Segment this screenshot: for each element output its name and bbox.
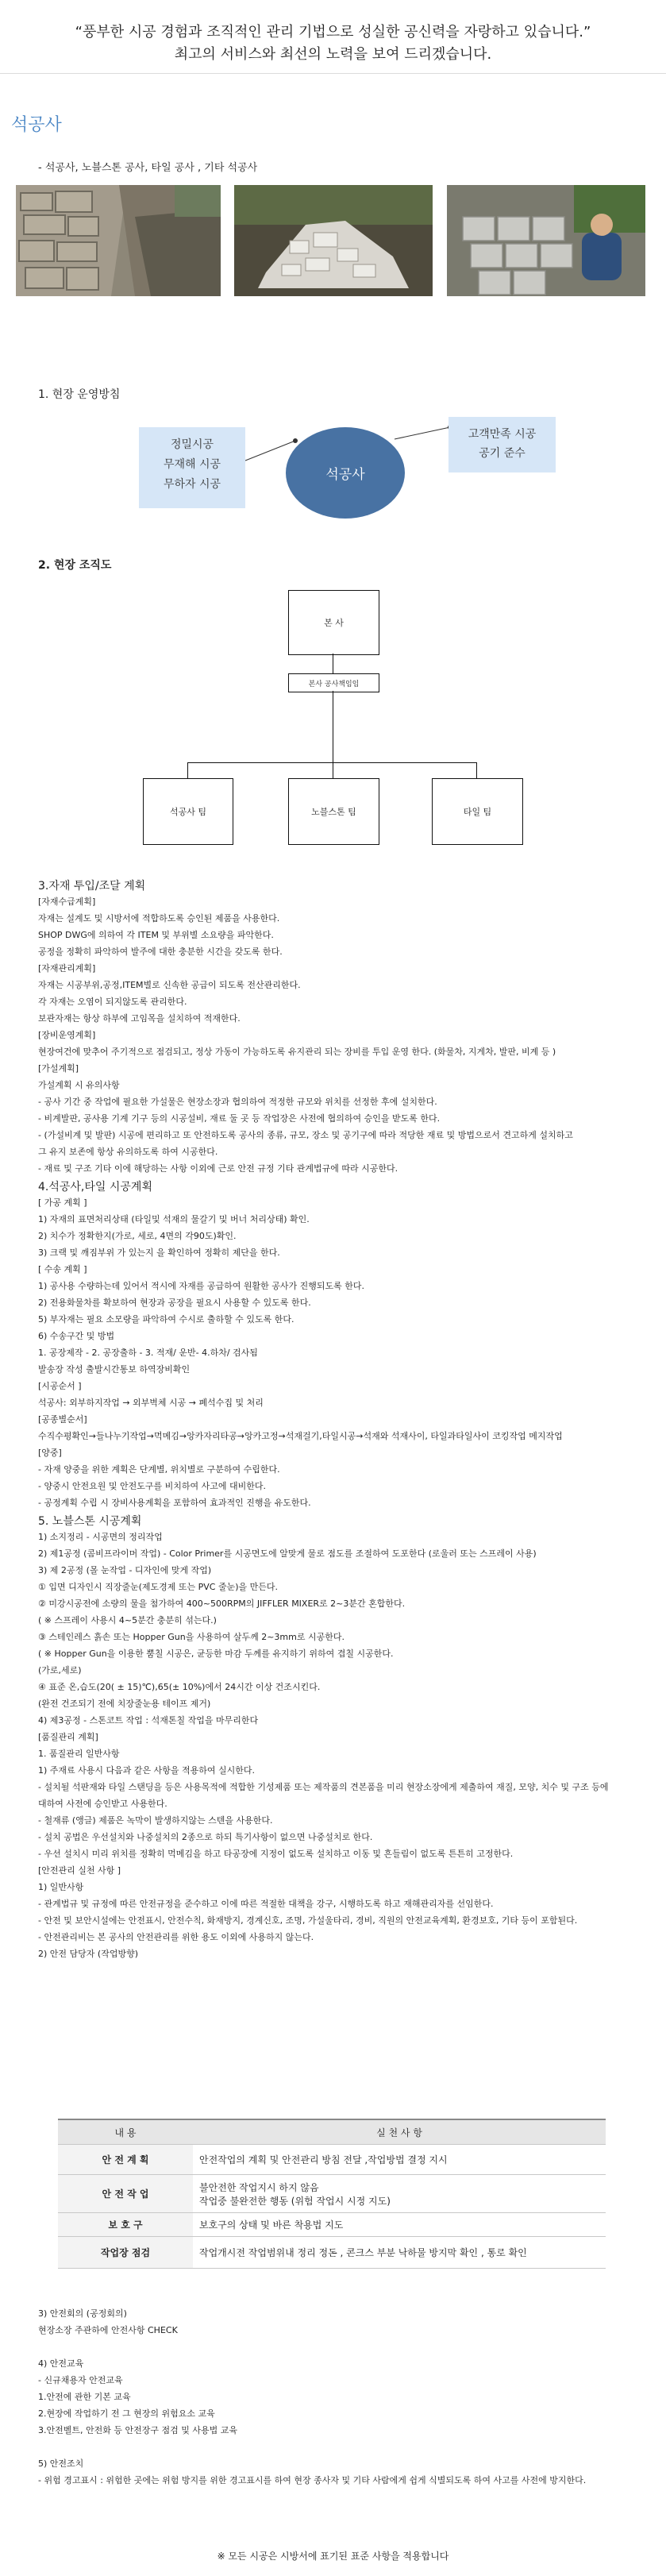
body-line: (가로,세로) xyxy=(38,1665,82,1676)
table-header-row xyxy=(58,2119,606,2145)
policy-right-item: 고객만족 시공 xyxy=(468,428,537,441)
policy-center-label: 석공사 xyxy=(325,467,365,483)
photo-stone-pile xyxy=(234,185,433,296)
body-line: 보관자재는 항상 하부에 고임목을 설치하여 적재한다. xyxy=(38,1013,241,1024)
table-value: 보호구의 상태 및 바른 착용법 지도 xyxy=(193,2213,606,2237)
table-header: 내 용 xyxy=(58,2119,193,2145)
body-line: 3) 크랙 및 깨짐부위 가 있는지 을 확인하여 정확히 제단을 한다. xyxy=(38,1248,280,1258)
closing-line: 1.안전에 관한 기본 교육 xyxy=(38,2392,131,2402)
safety-table xyxy=(58,2119,606,2269)
body-line: - 안전관리비는 본 공사의 안전관리를 위한 용도 이외에 사용하지 않는다. xyxy=(38,1932,314,1942)
body-line: [ 수송 계획 ] xyxy=(38,1264,87,1275)
body-line: [양중] xyxy=(38,1448,62,1458)
body-line: - 자재 양중을 위한 계획은 단계별, 위치별로 구분하여 수립한다. xyxy=(38,1464,280,1475)
policy-right-box xyxy=(448,417,556,472)
org-team-box xyxy=(143,778,233,845)
body-line: 공정을 정확히 파악하여 발주에 대한 충분한 시간을 갖도록 한다. xyxy=(38,947,283,957)
table-value-line: 불안전한 작업지시 하지 않음 xyxy=(199,2181,319,2193)
org-line xyxy=(476,762,477,778)
table-row xyxy=(58,2145,606,2175)
scope-line: - 석공사, 노블스톤 공사, 타일 공사 , 기타 석공사 xyxy=(38,162,258,174)
body-line: 2) 전용화물차를 확보하여 현장과 공장을 필요시 사용할 수 있도록 한다. xyxy=(38,1298,311,1308)
closing-line: 3.안전벨트, 안전화 등 안전장구 점검 및 사용법 교육 xyxy=(38,2425,237,2435)
body-line: - 공사 기간 중 작업에 필요한 가설물은 현장소장과 협의하여 적정한 규모와 위치를 선정한 후에 설치한다. xyxy=(38,1097,437,1107)
table-header: 실 천 사 항 xyxy=(193,2119,606,2145)
divider xyxy=(0,73,666,74)
body-line: [장비운영계획] xyxy=(38,1030,96,1040)
body-line: ① 입면 디자인시 직장줄눈(제도경제 또는 PVC 줄눈)을 만든다. xyxy=(38,1582,279,1592)
org-hq-box xyxy=(288,590,379,655)
closing-line: 현장소장 주관하에 안전사항 CHECK xyxy=(38,2325,178,2335)
closing-line: - 신규채용자 안전교육 xyxy=(38,2375,123,2385)
body-line: - 관계법규 및 규정에 따른 안전규정을 준수하고 이에 따른 적절한 대책을 강구, 시행하도록 하고 재해관리자를 선임한다. xyxy=(38,1899,494,1909)
org-team-label: 타일 팀 xyxy=(463,807,492,817)
section-heading: 5. 노블스톤 시공계획 xyxy=(38,1515,142,1528)
policy-left-item: 무재해 시공 xyxy=(163,458,221,471)
body-line: - 재료 및 구조 기타 이에 해당하는 사항 이외에 근로 안전 규정 기타 관계법규에 따라 시공한다. xyxy=(38,1163,398,1174)
closing-line: 2.현장에 작업하기 전 그 현장의 위험요소 교육 xyxy=(38,2408,215,2419)
body-line: SHOP DWG에 의하여 각 ITEM 및 부위별 소요량을 파악한다. xyxy=(38,930,274,940)
body-line: 1) 공사용 수량하는데 있어서 적시에 자재를 공급하여 원활한 공사가 진행되도록 한다. xyxy=(38,1281,365,1291)
table-row xyxy=(58,2213,606,2237)
body-line: 수직수평확인→들나누기작업→먹메김→앙카자리타공→앙카고정→석재걸기,타일시공→석재와 석재사이, 타일과타일사이 코킹작업 메지작업 xyxy=(38,1431,563,1441)
table-value: 작업개시전 작업범위내 정리 정돈 , 콘크스 부분 낙하물 방지막 확인 , 통로 확인 xyxy=(193,2237,606,2269)
body-line: 2) 제1공정 (콤비프라이머 작업) - Color Primer를 시공면도에 알맞게 물로 점도를 조절하여 도포한다 (로울러 또는 스프레이 사용) xyxy=(38,1548,537,1559)
table-row xyxy=(58,2237,606,2269)
policy-left-item: 정밀시공 xyxy=(170,438,214,451)
body-line: - 비계발판, 공사용 기계 기구 등의 시공설비, 재료 둘 곳 등 작업장은 사전에 협의하여 승인을 받도록 한다. xyxy=(38,1113,441,1124)
body-line: 대하여 사전에 승인받고 사용한다. xyxy=(38,1799,167,1809)
body-line: 1) 소지정리 - 시공면의 정리작업 xyxy=(38,1532,163,1542)
policy-heading: 1. 현장 운영방침 xyxy=(38,388,121,401)
org-team-box xyxy=(288,778,379,845)
policy-center-circle xyxy=(286,427,405,519)
table-value xyxy=(193,2175,606,2213)
table-row xyxy=(58,2175,606,2213)
body-line: 5) 부자재는 필요 소모량을 파악하여 수시로 출하할 수 있도록 한다. xyxy=(38,1314,295,1325)
body-line: 1. 공장제작 - 2. 공장출하 - 3. 적재/ 운반- 4.하차/ 검사됨 xyxy=(38,1348,258,1358)
body-line: ( ※ Hopper Gun을 이용한 뿜칠 시공은, 균등한 마감 두께를 유지하기 위하여 겹칠 시공한다. xyxy=(38,1649,394,1659)
org-team-label: 노블스톤 팀 xyxy=(311,807,356,817)
photo-stone-wall xyxy=(16,185,221,296)
org-manager-box xyxy=(288,673,379,692)
body-line: 1. 품질관리 일반사항 xyxy=(38,1749,120,1759)
body-line: 발송장 작성 출발시간통보 하역장비확인 xyxy=(38,1364,191,1375)
body-line: - 양중시 안전요원 및 안전도구를 비치하여 사고에 대비한다. xyxy=(38,1481,266,1491)
body-line: - 공정계획 수립 시 장비사용계획을 포함하여 효과적인 진행을 유도한다. xyxy=(38,1498,311,1508)
body-line: - 설치 공법은 우선설치와 나중설치의 2종으로 하되 특기사항이 없으면 나중설치로 한다. xyxy=(38,1832,373,1842)
org-team-label: 석공사 팀 xyxy=(169,807,206,817)
body-line: 2) 치수가 정확한지(가로, 세로, 4면의 각90도)확인. xyxy=(38,1231,237,1241)
header-quote-line2: 최고의 서비스와 최선의 노력을 보여 드리겠습니다. xyxy=(174,46,492,63)
table-key: 안 전 계 획 xyxy=(58,2145,193,2175)
body-line: 가설계획 시 유의사항 xyxy=(38,1080,120,1090)
section-heading: 4.석공사,타일 시공계획 xyxy=(38,1181,152,1194)
header-quote-line1: “풍부한 시공 경험과 조직적인 관리 기법으로 성실한 공신력을 자랑하고 있습니다.” xyxy=(75,24,591,40)
body-line: [ 가공 계획 ] xyxy=(38,1197,87,1208)
body-line: 1) 주재료 사용시 다음과 같은 사항을 적용하여 실시한다. xyxy=(38,1765,256,1776)
table-key: 작업장 점검 xyxy=(58,2237,193,2269)
table-key: 보 호 구 xyxy=(58,2213,193,2237)
body-line: [품질관리 계획] xyxy=(38,1732,98,1742)
org-line xyxy=(187,762,188,778)
footer-note: ※ 모든 시공은 시방서에 표기된 표준 사항을 적용합니다 xyxy=(217,2551,449,2562)
body-line: [자재수급계획] xyxy=(38,897,96,907)
org-hq-label: 본 사 xyxy=(324,618,344,628)
photo-tile-work xyxy=(447,185,645,296)
body-line: [자재관리계획] xyxy=(38,963,96,974)
body-line: - 우선 설치시 미리 위치를 정확히 먹메김을 하고 타공장에 지정이 없도록 설치하고 이동 및 흔들림이 없도록 튼튼히 고정한다. xyxy=(38,1849,514,1859)
policy-right-item: 공기 준수 xyxy=(479,447,525,460)
table-key: 안 전 작 업 xyxy=(58,2175,193,2213)
body-line: 석공사: 외부하지작업 → 외부벽체 시공 → 폐석수집 및 처리 xyxy=(38,1398,264,1408)
body-line: [안전관리 실천 사항 ] xyxy=(38,1865,121,1876)
body-line: - (가설비계 및 발판) 시공에 편리하고 또 안전하도록 공사의 종류, 규모, 장소 및 공기구에 따라 적당한 재료 및 방법으로서 견고하게 설치하고 xyxy=(38,1130,573,1140)
body-line: 3) 제 2공정 (몰 눈작업 - 디자인에 맞게 작업) xyxy=(38,1565,212,1575)
body-line: ③ 스테인레스 흙손 또는 Hopper Gun을 사용하여 살두께 2~3mm로 시공한다. xyxy=(38,1632,345,1642)
body-line: 6) 수송구간 및 방법 xyxy=(38,1331,115,1341)
body-line: 1) 일반사항 xyxy=(38,1882,84,1892)
policy-left-box xyxy=(139,427,245,508)
table-value-line: 작업중 불완전한 행동 (위험 작업시 시정 지도) xyxy=(199,2195,391,2207)
closing-line: 5) 안전조치 xyxy=(38,2458,84,2469)
closing-line: 4) 안전교육 xyxy=(38,2358,84,2369)
body-line: - 안전 및 보안시설에는 안전표시, 안전수칙, 화재방지, 경계신호, 조명, 가설울타리, 경비, 직원의 안전교육계획, 환경보호, 기타 등이 포함된다. xyxy=(38,1915,578,1926)
org-heading: 2. 현장 조직도 xyxy=(38,559,112,572)
org-manager-label: 본사 공사책임임 xyxy=(308,680,360,688)
body-line: [가설계획] xyxy=(38,1063,79,1074)
body-line: [공종별순서] xyxy=(38,1414,87,1425)
body-line: 자재는 설계도 및 시방서에 적합하도록 승인된 제품을 사용한다. xyxy=(38,913,280,924)
body-line: 1) 자재의 표면처리상태 (타일및 석재의 물갈기 및 버너 처리상태) 확인. xyxy=(38,1214,310,1224)
body-line: [시공순서 ] xyxy=(38,1381,82,1391)
policy-left-item: 무하자 시공 xyxy=(163,478,221,491)
org-team-box xyxy=(432,778,523,845)
body-line: (완전 건조되기 전에 치장줄눈용 테이프 제거) xyxy=(38,1699,211,1709)
body-line: ④ 표준 온,습도(20( ± 15)℃),65(± 10%)에서 24시간 이상 건조시킨다. xyxy=(38,1682,321,1692)
body-line: 4) 제3공정 - 스톤코트 작업 : 석재톤칠 작업을 마무리한다 xyxy=(38,1715,259,1726)
body-line: 각 자재는 오염이 되지않도록 관리한다. xyxy=(38,997,187,1007)
closing-line: 3) 안전회의 (공정회의) xyxy=(38,2308,127,2319)
table-value: 안전작업의 계획 및 안전관리 방침 전달 ,작업방법 결정 지시 xyxy=(193,2145,606,2175)
section-heading: 3.자재 투입/조달 계획 xyxy=(38,880,146,893)
body-line: ( ※ 스프레이 사용시 4~5분간 충분히 섞는다.) xyxy=(38,1615,217,1625)
body-line: - 설치될 석판재와 타일 스탠딩을 등은 사용목적에 적합한 기성제품 또는 제작품의 견본품을 미리 현장소장에게 제출하여 재질, 모양, 치수 및 구조 등에 xyxy=(38,1782,609,1792)
body-line: 현장여건에 맞추어 주기적으로 점검되고, 정상 가동이 가능하도록 유지관리 되는 장비를 투입 운영 한다. (화물차, 지게차, 발판, 비계 등 ) xyxy=(38,1047,556,1057)
body-line: 2) 안전 담당자 (작업방향) xyxy=(38,1949,138,1959)
body-line: 자재는 시공부위,공정,ITEM별로 신속한 공급이 되도록 전산관리한다. xyxy=(38,980,301,990)
closing-line: - 위험 경고표시 : 위험한 곳에는 위험 방지를 위한 경고표시를 하여 현장 종사자 및 기타 사람에게 쉽게 식별되도록 하여 사고를 사전에 방지한다. xyxy=(38,2475,587,2485)
body-line: 그 유지 보존에 항상 유의하도록 하여 시공한다. xyxy=(38,1147,218,1157)
body-line: - 철재류 (앵글) 제품은 녹막이 발생하지않는 스텐을 사용한다. xyxy=(38,1815,273,1826)
page-title: 석공사 xyxy=(11,115,62,135)
body-line: ② 미강시공전에 소량의 물을 첨가하여 400~500RPM의 JIFFLER MIXER로 2~3분간 혼합한다. xyxy=(38,1598,406,1609)
